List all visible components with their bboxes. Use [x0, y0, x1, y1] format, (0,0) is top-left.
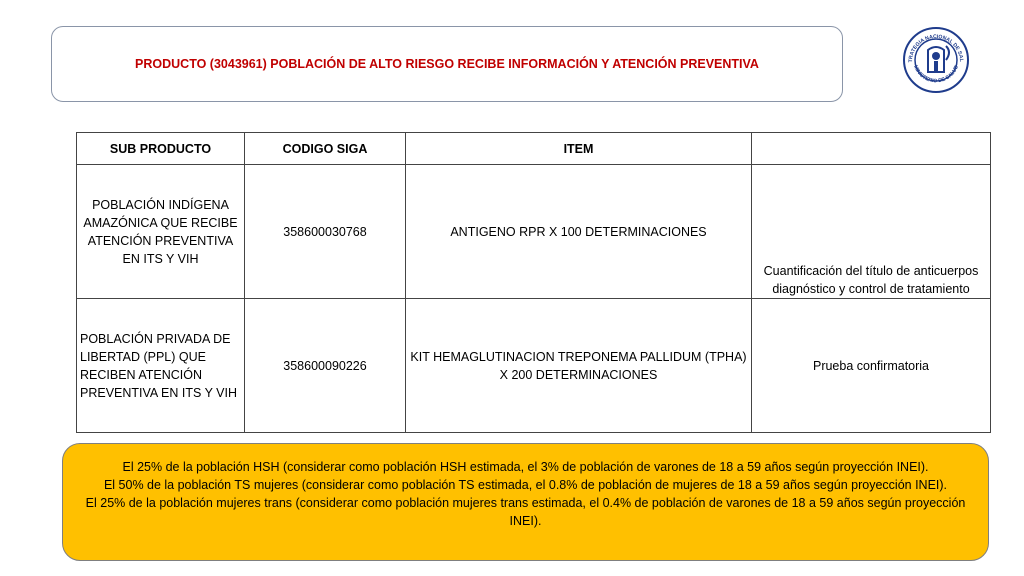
note-line: El 25% de la población mujeres trans (considerar como población mujeres trans estimada, el 0.4% de población de varones de 18 a 59 años según proyección INEI). [85, 496, 966, 528]
logo-top-text: TRATEGIA NACIONAL DE SAL [907, 33, 965, 63]
codigo-cell: 358600090226 [245, 299, 406, 433]
description-cell: Prueba confirmatoria [752, 299, 991, 433]
column-header-item: ITEM [406, 133, 752, 165]
table-row [77, 165, 991, 299]
column-header-codigo: CODIGO SIGA [245, 133, 406, 165]
logo-bottom-text: MINISTERIO DE SALUD [912, 64, 960, 85]
title-box [51, 26, 843, 102]
notes-box [62, 443, 989, 561]
ministry-of-health-seal-icon [902, 26, 970, 94]
item-cell: KIT HEMAGLUTINACION TREPONEMA PALLIDUM (TPHA) X 200 DETERMINACIONES [406, 299, 752, 433]
column-header-descripcion [752, 133, 991, 165]
subproduct-cell: POBLACIÓN INDÍGENA AMAZÓNICA QUE RECIBE ATENCIÓN PREVENTIVA EN ITS Y VIH [77, 165, 245, 299]
table-row [77, 299, 991, 433]
item-cell: ANTIGENO RPR X 100 DETERMINACIONES [406, 165, 752, 299]
page-title: PRODUCTO (3043961) POBLACIÓN DE ALTO RIESGO RECIBE INFORMACIÓN Y ATENCIÓN PREVENTIVA [135, 57, 759, 71]
codigo-cell: 358600030768 [245, 165, 406, 299]
note-line: El 50% de la población TS mujeres (considerar como población TS estimada, el 0.8% de población de mujeres de 18 a 59 años según proyección INEI). [103, 478, 948, 492]
items-table [76, 132, 991, 433]
table-header-row [77, 133, 991, 165]
column-header-subproducto: SUB PRODUCTO [77, 133, 245, 165]
note-line: El 25% de la población HSH (considerar como población HSH estimada, el 3% de población de varones de 18 a 59 años según proyección INEI). [122, 460, 929, 474]
subproduct-cell: POBLACIÓN PRIVADA DE LIBERTAD (PPL) QUE RECIBEN ATENCIÓN PREVENTIVA EN ITS Y VIH [77, 299, 245, 433]
description-cell: Cuantificación del título de anticuerpos diagnóstico y control de tratamiento [752, 165, 991, 299]
